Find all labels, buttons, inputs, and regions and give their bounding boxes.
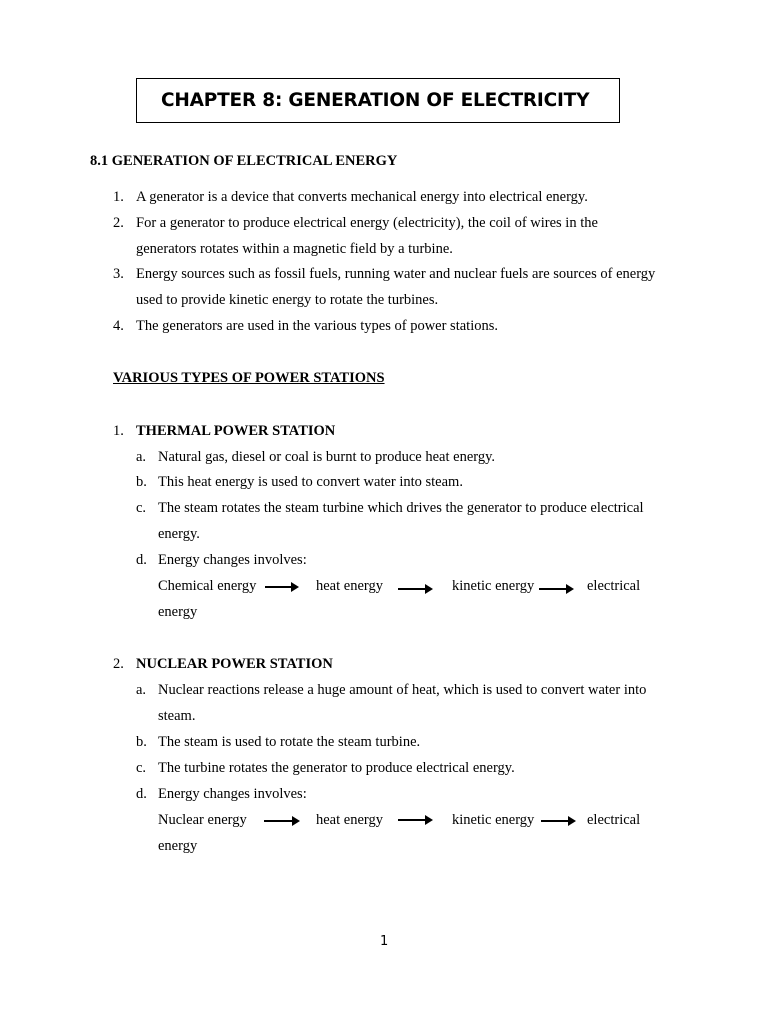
nuclear-item-c-line-1: The turbine rotates the generator to produce electrical energy. [158, 760, 515, 776]
arrow-icon [539, 588, 572, 590]
arrow-icon [541, 820, 574, 822]
thermal-item-c-letter: c. [136, 500, 147, 516]
chapter-title: CHAPTER 8: GENERATION OF ELECTRICITY [161, 90, 590, 111]
nuclear-item-d-line-1: Energy changes involves: [158, 786, 307, 802]
chapter-title-box [136, 78, 620, 123]
arrow-icon [398, 588, 431, 590]
intro-item-2-line-1: For a generator to produce electrical energy (electricity), the coil of wires in the [136, 215, 598, 231]
thermal-item-c-line-2: energy. [158, 526, 200, 542]
thermal-number: 1. [113, 423, 124, 439]
nuclear-item-a-line-2: steam. [158, 708, 196, 724]
nuclear-item-d-letter: d. [136, 786, 147, 802]
thermal-chain-tail: energy [158, 604, 198, 620]
nuclear-chain-step-1: Nuclear energy [158, 812, 247, 828]
thermal-item-a-line-1: Natural gas, diesel or coal is burnt to produce heat energy. [158, 449, 496, 465]
types-heading: VARIOUS TYPES OF POWER STATIONS [113, 370, 385, 386]
thermal-item-d-line-1: Energy changes involves: [158, 552, 307, 568]
intro-item-4-number: 4. [113, 318, 124, 334]
thermal-chain-step-1: Chemical energy [158, 578, 257, 594]
intro-item-2-number: 2. [113, 215, 124, 231]
thermal-chain-step-3: kinetic energy [452, 578, 535, 594]
intro-item-3-line-1: Energy sources such as fossil fuels, running water and nuclear fuels are sources of energy [136, 266, 656, 282]
thermal-chain-step-2: heat energy [316, 578, 383, 594]
nuclear-chain-step-4: electrical [587, 812, 641, 828]
nuclear-item-b-line-1: The steam is used to rotate the steam turbine. [158, 734, 421, 750]
nuclear-item-b-letter: b. [136, 734, 147, 750]
thermal-item-a-letter: a. [136, 449, 147, 465]
intro-item-2-line-2: generators rotates within a magnetic field by a turbine. [136, 241, 453, 257]
nuclear-item-a-letter: a. [136, 682, 147, 698]
thermal-chain-step-4: electrical [587, 578, 641, 594]
thermal-item-b-line-1: This heat energy is used to convert water into steam. [158, 474, 463, 490]
nuclear-item-a-line-1: Nuclear reactions release a huge amount of heat, which is used to convert water into [158, 682, 647, 698]
nuclear-title: NUCLEAR POWER STATION [136, 656, 333, 672]
intro-item-1-number: 1. [113, 189, 124, 205]
intro-item-3-number: 3. [113, 266, 124, 282]
nuclear-chain-step-3: kinetic energy [452, 812, 535, 828]
nuclear-chain-tail: energy [158, 838, 198, 854]
intro-item-1-line-1: A generator is a device that converts mechanical energy into electrical energy. [136, 189, 588, 205]
thermal-item-c-line-1: The steam rotates the steam turbine which drives the generator to produce electrical [158, 500, 644, 516]
nuclear-item-c-letter: c. [136, 760, 147, 776]
intro-item-4-line-1: The generators are used in the various types of power stations. [136, 318, 498, 334]
thermal-title: THERMAL POWER STATION [136, 423, 336, 439]
thermal-item-d-letter: d. [136, 552, 147, 568]
arrow-icon [398, 819, 431, 821]
thermal-item-b-letter: b. [136, 474, 147, 490]
nuclear-chain-step-2: heat energy [316, 812, 383, 828]
section-heading: 8.1 GENERATION OF ELECTRICAL ENERGY [90, 153, 398, 169]
intro-item-3-line-2: used to provide kinetic energy to rotate the turbines. [136, 292, 439, 308]
page-number: 1 [380, 934, 389, 949]
arrow-icon [264, 820, 298, 822]
nuclear-number: 2. [113, 656, 124, 672]
arrow-icon [265, 586, 297, 588]
